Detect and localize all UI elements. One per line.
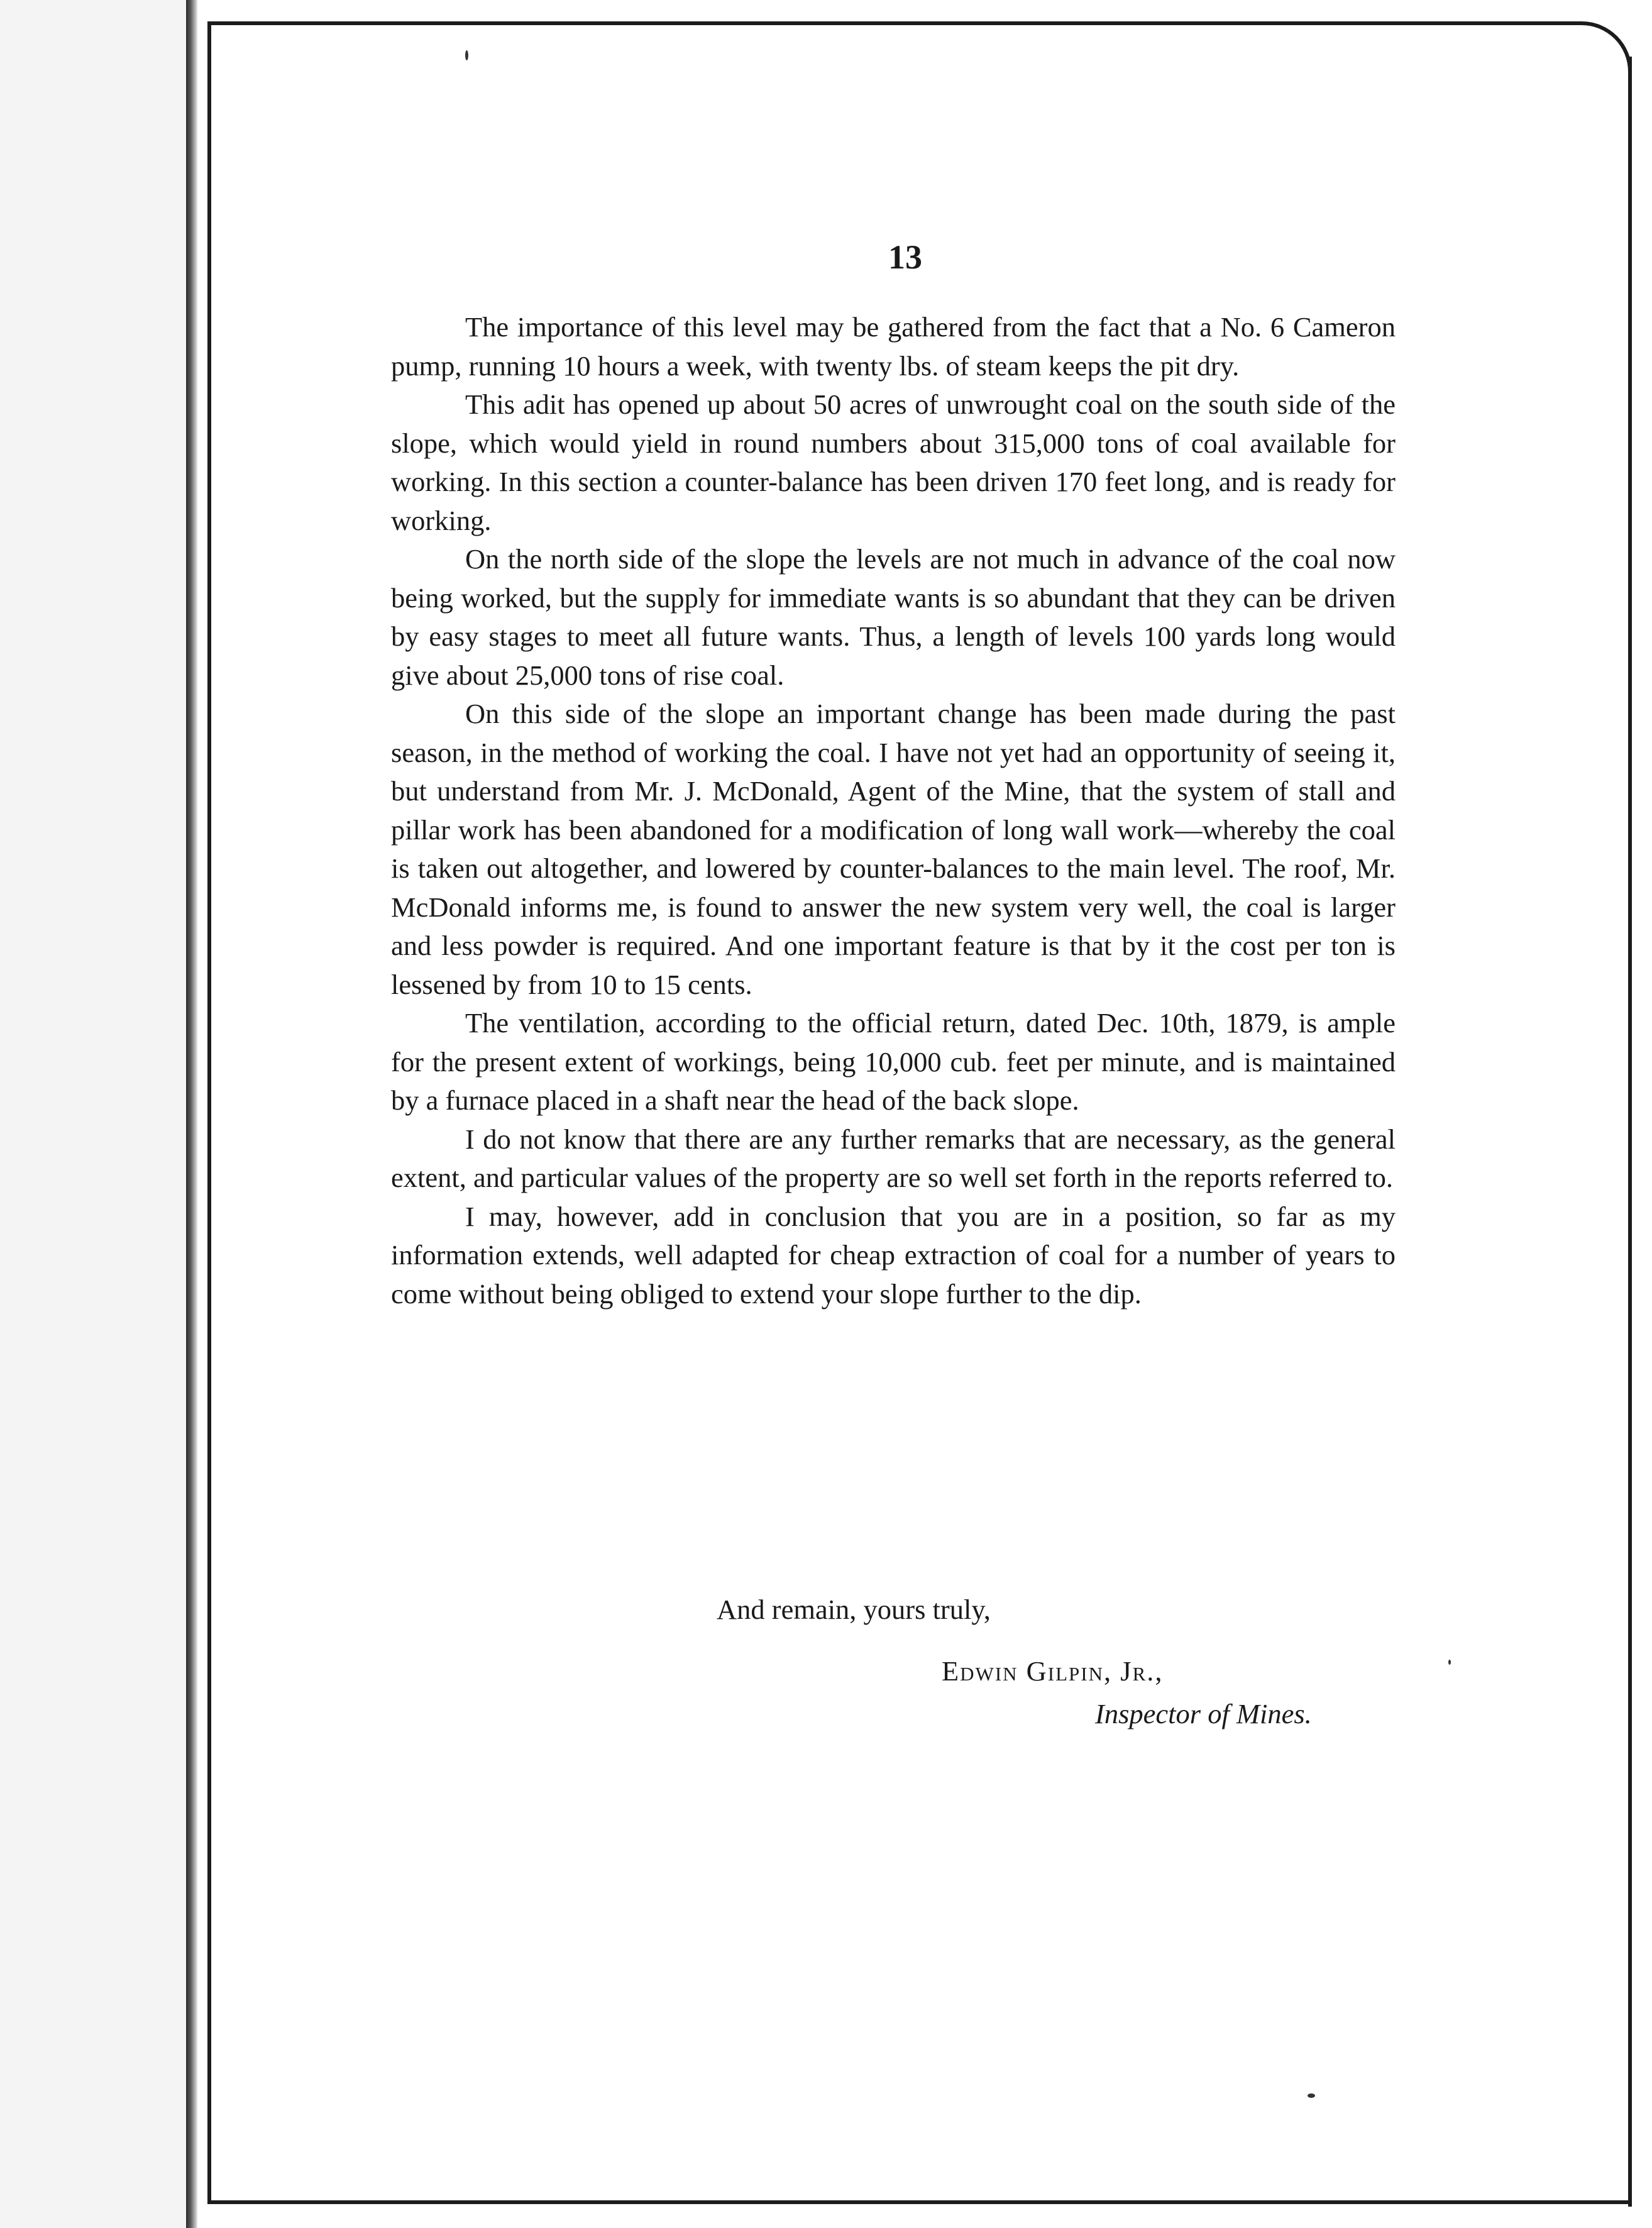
- paragraph: This adit has opened up about 50 acres of unwrought coal on the south side of the slope, which would yield in round numbers about 315,000 tons of coal available for working. In this section a counter-balance has been driven 170 feet long, and is ready for working.: [391, 389, 1396, 536]
- page-border-top: [207, 21, 1572, 25]
- signature-name: Edwin Gilpin, Jr.,: [942, 1655, 1164, 1687]
- facing-page: [0, 0, 189, 2228]
- page-border-left: [207, 25, 211, 2200]
- paragraph: The importance of this level may be gathered from the fact that a No. 6 Cameron pump, running 10 hours a week, with twenty lbs. of steam keeps the pit dry.: [391, 311, 1396, 382]
- paragraph: The ventilation, according to the official return, dated Dec. 10th, 1879, is ample for the present extent of workings, being 10,000 cub. feet per minute, and is maintained by a furnace placed in a shaft near the head of the back slope.: [391, 1007, 1396, 1116]
- binding-edge: [186, 0, 197, 2228]
- closing-salutation: And remain, yours truly,: [717, 1594, 991, 1625]
- signature-title: Inspector of Mines.: [1095, 1698, 1312, 1729]
- paragraph: On this side of the slope an important change has been made during the past season, in the method of working the coal. I have not yet had an opportunity of seeing it, but understand from Mr. J. McDonald, Agent of the Mine, that the system of stall and pillar work has been abandoned for a modification of long wall work—whereby the coal is taken out altogether, and lowered by counter-balances to the main level. The roof, Mr. McDonald informs me, is found to answer the new system very well, the coal is larger and less powder is required. And one important feature is that by it the cost per ton is lessened by from 10 to 15 cents.: [391, 698, 1396, 1000]
- page-border-bottom: [207, 2200, 1632, 2204]
- page-border-right: [1628, 57, 1632, 2207]
- print-speck: [1308, 2093, 1315, 2098]
- print-speck: [1448, 1660, 1451, 1665]
- paragraph: I may, however, add in conclusion that you are in a position, so far as my information extends, well adapted for cheap extraction of coal for a number of years to come without being obliged to extend your slope further to the dip.: [391, 1200, 1396, 1310]
- page-number: 13: [888, 238, 922, 276]
- print-speck: [465, 50, 468, 60]
- paragraph: I do not know that there are any further remarks that are necessary, as the general extent, and particular values of the property are so well set forth in the reports referred to.: [391, 1123, 1396, 1193]
- paragraph: On the north side of the slope the levels are not much in advance of the coal now being worked, but the supply for immediate wants is so abundant that they can be driven by easy stages to meet all future wants. Thus, a length of levels 100 yards long would give about 25,000 tons of rise coal.: [391, 543, 1396, 691]
- letter-body: [391, 308, 1396, 1313]
